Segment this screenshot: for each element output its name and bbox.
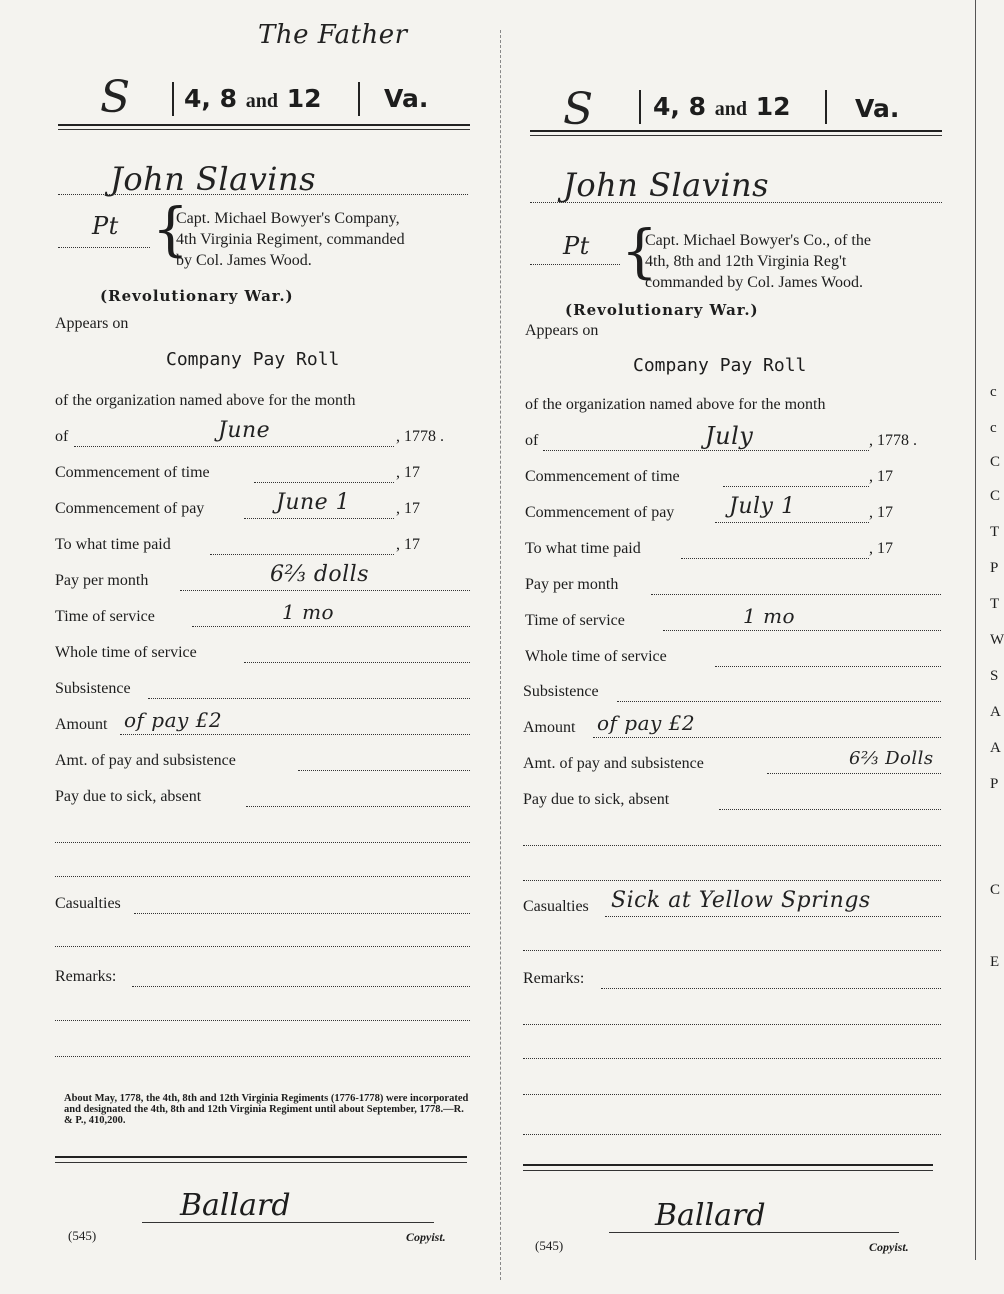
of-value: July <box>705 422 754 450</box>
signature: Ballard <box>180 1188 291 1223</box>
casualties-label: Casualties <box>523 898 589 915</box>
sick-line-2 <box>55 842 470 843</box>
of-value: June <box>218 418 271 443</box>
fold-line <box>500 30 502 1280</box>
amt-pay-label: Amt. of pay and subsistence <box>55 752 236 769</box>
header-divider-2 <box>358 82 360 116</box>
remarks-line <box>132 986 470 987</box>
rank-line <box>58 247 150 248</box>
service-line <box>192 626 470 627</box>
service-label: Time of service <box>55 608 155 625</box>
company-block <box>176 208 405 271</box>
subsistence-label: Subsistence <box>55 680 131 697</box>
sick-line <box>246 806 470 807</box>
sick-line-3 <box>55 876 470 877</box>
commencement-pay-label: Commencement of pay <box>525 504 675 521</box>
edge-letter: c <box>990 420 997 436</box>
footer-rule <box>523 1164 933 1166</box>
intro-text: of the organization named above for the month <box>525 396 826 413</box>
pay-month-line <box>180 590 470 591</box>
edge-letter: A <box>990 704 1001 720</box>
header-rule-thin <box>530 135 942 136</box>
of-line <box>543 450 869 451</box>
commencement-time-label: Commencement of time <box>55 464 210 481</box>
edge-letter: S <box>990 668 999 684</box>
casualties-line-2 <box>523 950 941 951</box>
whole-line <box>715 666 941 667</box>
header-divider <box>172 82 174 116</box>
commencement-pay-line <box>715 522 869 523</box>
edge-letter: P <box>990 776 999 792</box>
remarks-line-2 <box>523 1024 941 1025</box>
appears-on: Appears on <box>525 322 599 339</box>
company-line-3: commanded by Col. James Wood. <box>645 274 863 291</box>
header-rule <box>530 130 942 132</box>
right-card <box>505 0 975 1294</box>
edge-letter: C <box>990 882 1001 898</box>
amount-value: of pay £2 <box>124 708 223 732</box>
company-block <box>645 230 871 293</box>
footer-rule-thin <box>55 1162 467 1163</box>
signature-line <box>142 1222 434 1223</box>
company-line-3: by Col. James Wood. <box>176 252 312 269</box>
subsistence-line <box>617 701 941 702</box>
edge-letter: P <box>990 560 999 576</box>
paid-label: To what time paid <box>525 540 641 557</box>
regiment-title <box>653 92 790 121</box>
form-number: (545) <box>535 1238 564 1253</box>
service-label: Time of service <box>525 612 625 629</box>
regiment-and: and <box>714 98 747 120</box>
edge-letter: T <box>990 524 1000 540</box>
of-label: of <box>55 428 69 445</box>
amt-pay-label: Amt. of pay and subsistence <box>523 755 704 772</box>
war-label: (Revolutionary War.) <box>565 301 759 319</box>
company-line-2: 4th Virginia Regiment, commanded <box>176 231 405 248</box>
pay-month-label: Pay per month <box>525 576 619 593</box>
card-letter: S <box>100 72 131 123</box>
remarks-label: Remarks: <box>55 968 117 985</box>
commencement-pay-value: June 1 <box>276 490 351 515</box>
sick-label: Pay due to sick, absent <box>55 788 202 805</box>
card-letter: S <box>563 84 594 135</box>
name-line <box>530 202 942 203</box>
commencement-pay-label: Commencement of pay <box>55 500 205 517</box>
company-line-1: Capt. Michael Bowyer's Co., of the <box>645 232 871 249</box>
page-edge <box>975 0 976 1260</box>
header-divider-2 <box>825 90 827 124</box>
subsistence-label: Subsistence <box>523 683 599 700</box>
company-brace: { <box>621 217 658 285</box>
edge-letter: W <box>990 632 1004 648</box>
intro-text: of the organization named above for the month <box>55 392 356 409</box>
signature: Ballard <box>655 1198 766 1233</box>
amount-label: Amount <box>55 716 108 733</box>
state-label: Va. <box>384 84 429 113</box>
rank-line <box>530 264 620 265</box>
commencement-pay-line <box>244 518 394 519</box>
sick-line-2 <box>523 845 941 846</box>
copyist-label: Copyist. <box>869 1240 909 1254</box>
roll-title: Company Pay Roll <box>633 355 807 376</box>
amount-line <box>120 734 470 735</box>
subsistence-line <box>148 698 470 699</box>
soldier-name: John Slavins <box>110 160 317 198</box>
rank: Pt <box>92 212 119 240</box>
regiment-and: and <box>245 90 278 112</box>
commencement-time-year: , 17 <box>869 468 893 485</box>
sick-label: Pay due to sick, absent <box>523 791 670 808</box>
commencement-time-line <box>254 482 394 483</box>
edge-letter: A <box>990 740 1001 756</box>
edge-letter: C <box>990 454 1001 470</box>
regiment-numbers: 4, 8 <box>653 92 706 121</box>
edge-letter: E <box>990 954 1000 970</box>
commencement-time-year: , 17 <box>396 464 420 481</box>
service-value: 1 mo <box>743 604 796 628</box>
commencement-time-label: Commencement of time <box>525 468 680 485</box>
state-label: Va. <box>855 94 900 123</box>
paid-line <box>681 558 869 559</box>
casualties-value: Sick at Yellow Springs <box>611 888 871 913</box>
signature-line <box>609 1232 899 1233</box>
form-number: (545) <box>68 1228 97 1243</box>
commencement-time-line <box>723 486 869 487</box>
edge-letter: T <box>990 596 1000 612</box>
pay-month-line <box>651 594 941 595</box>
whole-label: Whole time of service <box>55 644 197 661</box>
footer-rule <box>55 1156 467 1158</box>
pay-month-label: Pay per month <box>55 572 149 589</box>
paid-line <box>210 554 394 555</box>
remarks-line-3 <box>523 1058 941 1059</box>
footer-rule-thin <box>523 1170 933 1171</box>
casualties-label: Casualties <box>55 895 121 912</box>
pay-month-value: 6⅔ dolls <box>270 562 370 587</box>
commencement-pay-year: , 17 <box>869 504 893 521</box>
amt-pay-line <box>298 770 470 771</box>
remarks-label: Remarks: <box>523 970 585 987</box>
remarks-line-4 <box>523 1094 941 1095</box>
paid-label: To what time paid <box>55 536 171 553</box>
of-label: of <box>525 432 539 449</box>
amt-pay-value: 6⅔ Dolls <box>849 748 934 769</box>
edge-letter: c <box>990 384 997 400</box>
sick-line <box>719 809 941 810</box>
appears-on: Appears on <box>55 315 129 332</box>
roll-title: Company Pay Roll <box>166 349 340 370</box>
amount-line <box>593 737 941 738</box>
company-line-1: Capt. Michael Bowyer's Company, <box>176 210 400 227</box>
company-line-2: 4th, 8th and 12th Virginia Reg't <box>645 253 847 270</box>
remarks-line <box>601 988 941 989</box>
left-card <box>0 0 500 1294</box>
rank: Pt <box>563 232 590 260</box>
casualties-line-2 <box>55 946 470 947</box>
regiment-title <box>184 84 321 113</box>
service-value: 1 mo <box>282 600 335 624</box>
header-divider <box>639 90 641 124</box>
company-brace: { <box>152 195 189 263</box>
whole-label: Whole time of service <box>525 648 667 665</box>
sick-line-3 <box>523 880 941 881</box>
casualties-line <box>134 913 470 914</box>
paid-year: , 17 <box>869 540 893 557</box>
commencement-pay-value: July 1 <box>729 494 796 519</box>
war-label: (Revolutionary War.) <box>100 287 294 305</box>
whole-line <box>244 662 470 663</box>
of-line <box>74 446 394 447</box>
commencement-pay-year: , 17 <box>396 500 420 517</box>
copyist-label: Copyist. <box>406 1230 446 1244</box>
service-line <box>663 630 941 631</box>
remarks-line-3 <box>55 1056 470 1057</box>
casualties-line <box>605 916 941 917</box>
name-line <box>58 194 468 195</box>
of-year: , 1778 . <box>396 428 444 445</box>
amt-pay-line <box>767 773 941 774</box>
top-annotation: The Father <box>258 20 408 50</box>
amount-value: of pay £2 <box>597 711 696 735</box>
remarks-line-5 <box>523 1134 941 1135</box>
paid-year: , 17 <box>396 536 420 553</box>
header-rule <box>58 124 470 126</box>
regiment-numbers: 4, 8 <box>184 84 237 113</box>
regiment-last: 12 <box>286 84 322 113</box>
edge-letter: C <box>990 488 1001 504</box>
regiment-last: 12 <box>755 92 791 121</box>
remarks-line-2 <box>55 1020 470 1021</box>
footnote: About May, 1778, the 4th, 8th and 12th Virginia Regiments (1776-1778) were incorporated and designated the 4th, 8th and 12th Virginia Regiment until about September, 1778.—R. & P., 410,200. <box>64 1093 469 1126</box>
amount-label: Amount <box>523 719 576 736</box>
header-rule-thin <box>58 129 470 130</box>
soldier-name: John Slavins <box>563 166 770 204</box>
of-year: , 1778 . <box>869 432 917 449</box>
